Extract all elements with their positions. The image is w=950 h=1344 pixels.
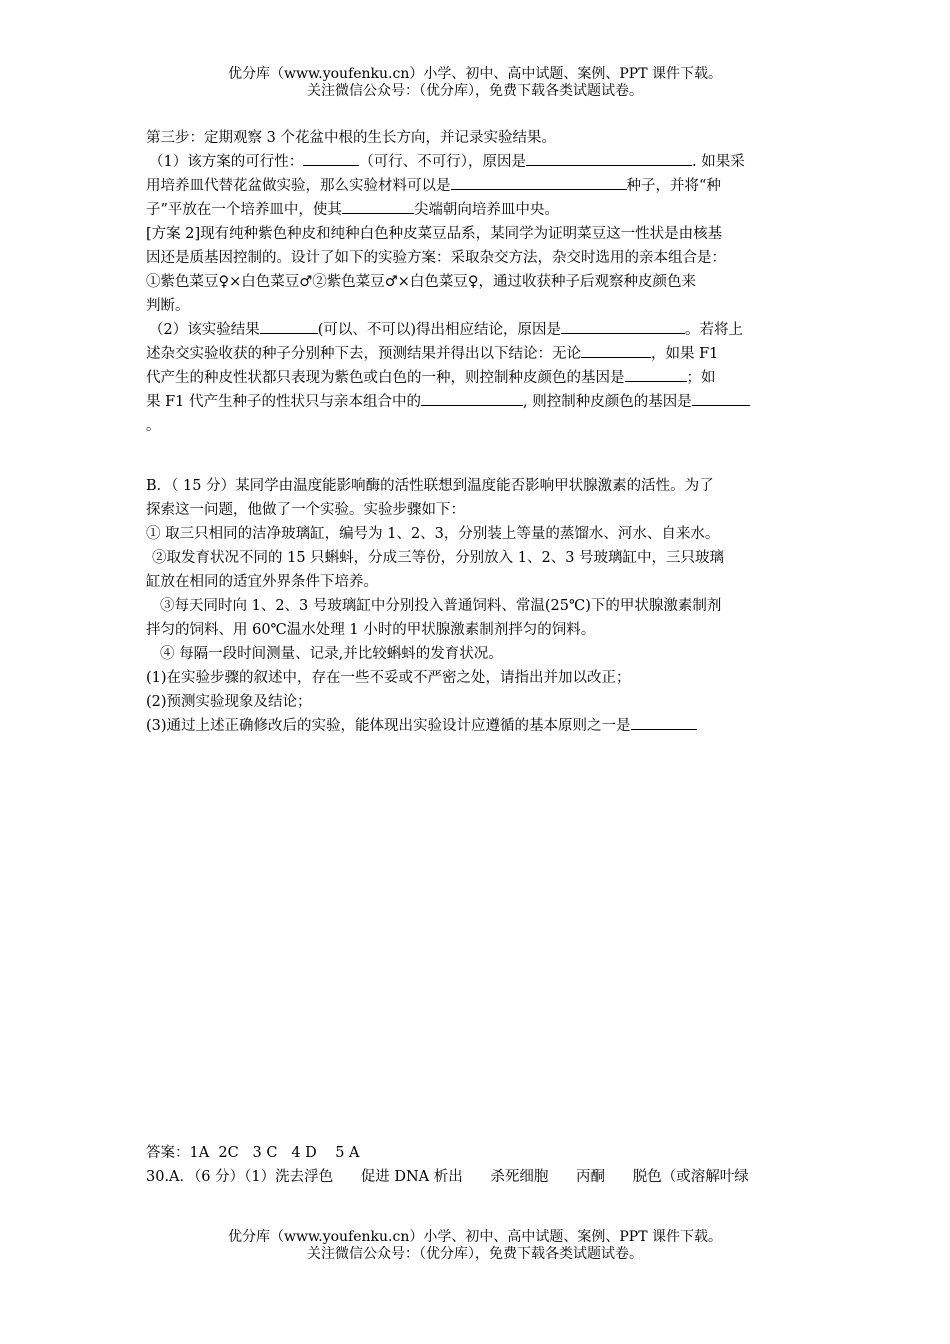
question-1-line-2: 用培养皿代替花盆做实验，那么实验材料可以是 种子，并将“种 <box>146 174 808 198</box>
answer-blank <box>631 714 697 730</box>
page-header <box>0 66 950 100</box>
step3-text: 第三步：定期观察 3 个花盆中根的生长方向，并记录实验结果。 <box>146 130 556 146</box>
answers-line-2: 30.A．（6 分）（1）洗去浮色 促进 DNA 析出 杀死细胞 丙酮 脱色（或溶解叶绿 <box>146 1169 749 1185</box>
answer-blank <box>692 390 750 406</box>
b-step-2-line-1: ②取发育状况不同的 15 只蝌蚪，分成三等份，分别放入 1、2、3 号玻璃缸中，三只玻璃 <box>152 550 725 566</box>
page-footer <box>0 1229 950 1263</box>
answer-blank <box>625 366 687 382</box>
question-2-line-2: 述杂交实验收获的种子分别种下去，预测结果并得出以下结论：无论 ，如果 F1 <box>146 342 808 366</box>
plan2-line-1: [方案 2]现有纯种紫色种皮和纯种白色种皮菜豆品系，某同学为证明菜豆这一性状是由核基 <box>146 226 723 242</box>
footer-line-2: 关注微信公众号：（优分库），免费下载各类试题试卷。 <box>307 1246 643 1262</box>
b-step-2-line-2: 缸放在相同的适宜外界条件下培养。 <box>146 574 378 590</box>
answers-section <box>146 1141 808 1189</box>
question-2-line-4: 果 F1 代产生种子的性状只与亲本组合中的 , 则控制种皮颜色的基因是 <box>146 390 808 414</box>
b-step-3-line-1: ③每天同时向 1、2、3 号玻璃缸中分别投入普通饲料、常温(25℃)下的甲状腺激素制剂 <box>160 598 722 614</box>
answer-blank <box>342 198 414 214</box>
b-step-3-line-2: 拌匀的饲料、用 60℃温水处理 1 小时的甲状腺激素制剂拌匀的饲料。 <box>146 622 596 638</box>
answer-blank <box>303 150 359 166</box>
plan2-line-4: 判断。 <box>146 298 190 314</box>
header-line-2: 关注微信公众号：（优分库），免费下载各类试题试卷。 <box>307 83 643 99</box>
question-1-line-1: （1）该方案的可行性： （可行、不可行），原因是 . 如果采 <box>146 150 808 174</box>
question-2-line-1: （2）该实验结果 (可以、不可以)得出相应结论，原因是 。若将上 <box>146 318 808 342</box>
b-intro-line-2: 探索这一问题，他做了一个实验。实验步骤如下： <box>146 502 465 518</box>
section-plan <box>146 126 808 438</box>
plan2-line-3: ①紫色菜豆♀×白色菜豆♂②紫色菜豆♂×白色菜豆♀，通过收获种子后观察种皮颜色来 <box>146 274 696 290</box>
answers-line-1: 答案：1A 2C 3 C 4 D 5 A <box>146 1145 360 1161</box>
b-step-1: ① 取三只相同的洁净玻璃缸，编号为 1、2、3，分别装上等量的蒸馏水、河水、自来水。 <box>146 526 720 542</box>
answer-blank <box>526 150 692 166</box>
b-question-3: (3)通过上述正确修改后的实验，能体现出实验设计应遵循的基本原则之一是 <box>146 714 808 738</box>
answer-blank <box>451 174 627 190</box>
question-2-line-3: 代产生的种皮性状都只表现为紫色或白色的一种，则控制种皮颜色的基因是 ；如 <box>146 366 808 390</box>
section-b <box>146 474 808 738</box>
footer-line-1: 优分库（www.youfenku.cn）小学、初中、高中试题、案例、PPT 课件下载。 <box>227 1229 722 1245</box>
b-step-4: ④ 每隔一段时间测量、记录,并比较蝌蚪的发育状况。 <box>160 646 503 662</box>
question-1-line-3: 子”平放在一个培养皿中，使其 尖端朝向培养皿中央。 <box>146 198 808 222</box>
answer-blank <box>260 318 318 334</box>
b-question-2: (2)预测实验现象及结论； <box>146 694 312 710</box>
plan2-line-2: 因还是质基因控制的。设计了如下的实验方案：采取杂交方法，杂交时选用的亲本组合是： <box>146 250 726 266</box>
question-2-line-5: 。 <box>146 418 161 434</box>
answer-blank <box>581 342 651 358</box>
answer-blank <box>421 390 523 406</box>
header-line-1: 优分库（www.youfenku.cn）小学、初中、高中试题、案例、PPT 课件下载。 <box>227 66 722 82</box>
b-intro-line-1: B．（ 15 分）某同学由温度能影响酶的活性联想到温度能否影响甲状腺激素的活性。为了 <box>146 478 714 494</box>
answer-blank <box>561 318 685 334</box>
b-question-1: (1)在实验步骤的叙述中，存在一些不妥或不严密之处，请指出并加以改正； <box>146 670 631 686</box>
